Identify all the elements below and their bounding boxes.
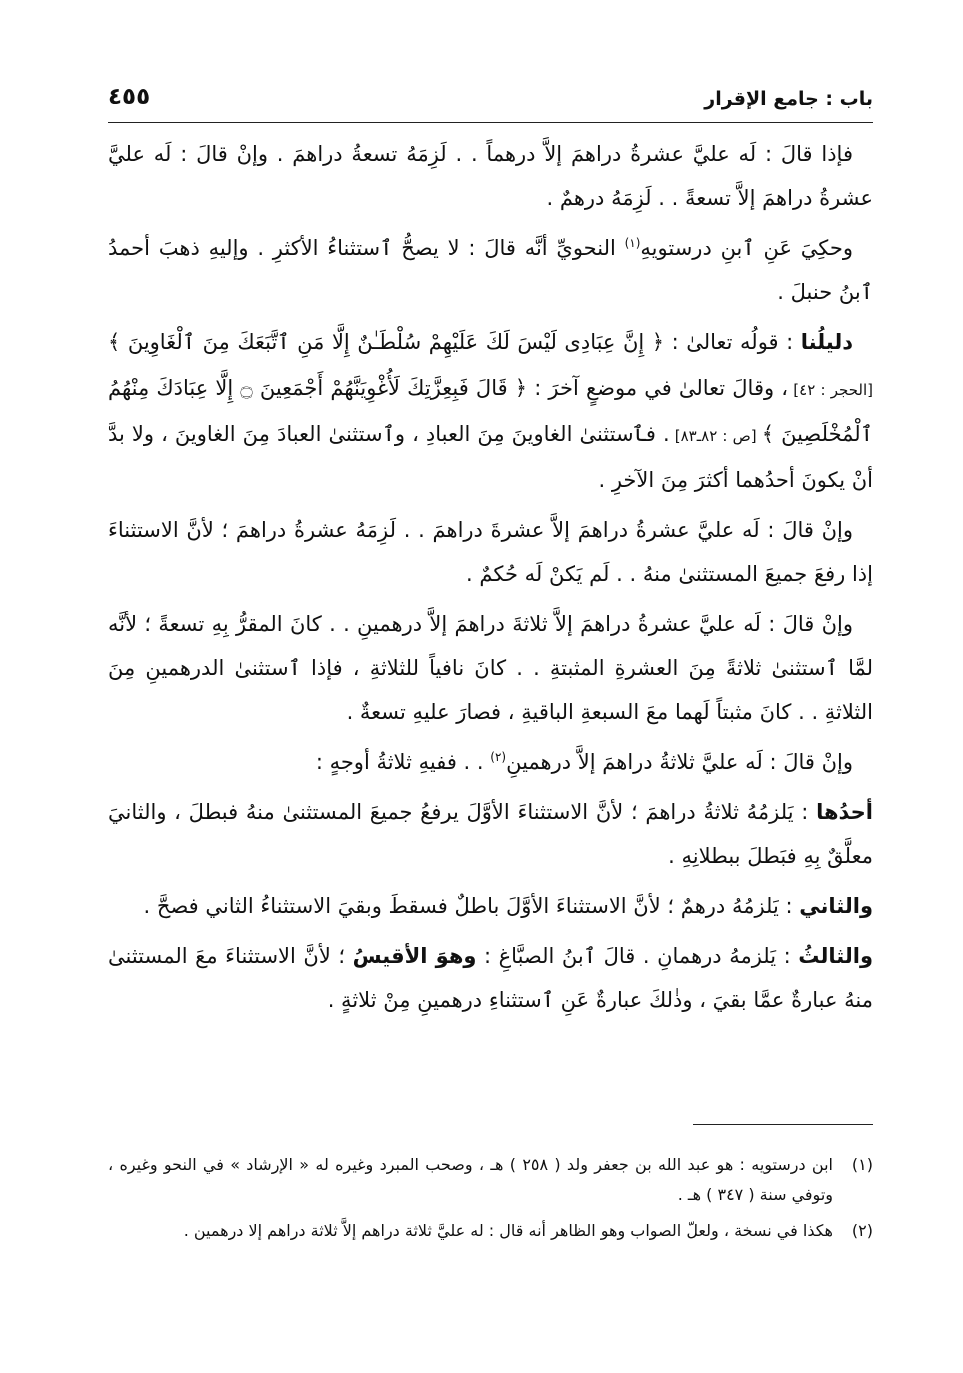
footnote-2 [108,1216,873,1246]
paragraph-5: وإنْ قالَ : لَه عليَّ عشرةُ دراهمَ إلاَّ ثلاثةَ دراهمَ إلاَّ درهمينِ . . كانَ المقرُّ بِهِ تسعةً ؛ لأنَّه لمَّا ٱستثنىٰ ثلاثةً مِنَ العشرةِ المثبتةِ . . كانَ نافياً للثلاثةِ ، فإذا ٱستثنىٰ الدرهمينِ مِنَ الثلاثةِ . . كانَ مثبتاً لَهما معَ السبعةِ الباقيةِ ، فصارَ عليهِ تسعةٌ . [108,612,873,724]
verse-ref-1: [الحجر : ٤٢] [788,381,874,399]
running-header [108,84,873,124]
footnote-ref-1[interactable]: (١) [624,236,641,250]
footnote-1 [108,1150,873,1210]
lead-word-thani: والثاني [799,894,873,918]
header-rule [108,122,873,123]
verse-ref-2: [ص : ٨٢ـ٨٣] [669,427,762,445]
bold-phrase-aqyas: وهوَ الأقيسُ [352,944,477,968]
footnote-number: (٢) [851,1221,873,1240]
paragraph-8: والثاني : يَلزمُهُ درهمٌ ؛ لأنَّ الاستثناءَ الأوَّلَ باطلٌ فسقطَ وبقيَ الاستثناءُ الثاني فصحَّ . [143,894,873,918]
paragraph-2: وحكِيَ عَنِ ٱبنِ درستويهِ$^{(١)}$ النحويِّ أنَّه قالَ : لا يصحُّ ٱستثناءُ الأكثرِ . وإليهِ ذهبَ أحمدُ ٱبنُ حنبلَ . [108,236,873,304]
lead-word-ahaduha: أحدُها [816,800,873,824]
lead-word-thalith: والثالثُ [798,944,874,968]
paragraph-1: فإذا قالَ : لَه عليَّ عشرةُ دراهمَ إلاَّ درهماً . . لَزِمَهُ تسعةُ دراهمَ . وإنْ قالَ : لَه عليَّ عشرةُ دراهمَ إلاَّ تسعةً . . لَزِمَهُ درهمٌ . [108,142,873,210]
footnote-text: هكذا في نسخة ، ولعلّ الصواب وهو الظاهر أنه قال : له عليَّ ثلاثة دراهم إلاَّ ثلاثة دراهم إلا درهمين . [183,1221,833,1240]
quran-verse-2: ﴿ قَالَ فَبِعِزَّتِكَ لَأُغْوِيَنَّهُمْ أَجْمَعِينَ ۝ إِلَّا عِبَادَكَ مِنْهُمُ ٱلْمُخْلَصِينَ ﴾ [108,376,873,446]
footnote-number: (١) [851,1155,873,1174]
footnotes [108,1150,873,1252]
footnote-rule [693,1124,873,1125]
paragraph-3: دليلُنا : قولُه تعالىٰ : ﴿ إِنَّ عِبَادِى لَيْسَ لَكَ عَلَيْهِمْ سُلْطَـٰنٌ إِلَّا مَنِ ٱتَّبَعَكَ مِنَ ٱلْغَاوِينَ ﴾ [الحجر : ٤٢] ، وقالَ تعالىٰ في موضعٍ آخرَ : ﴿ قَالَ فَبِعِزَّتِكَ لَأُغْوِيَنَّهُمْ أَجْمَعِينَ ۝ إِلَّا عِبَادَكَ مِنْهُمُ ٱلْمُخْلَصِينَ ﴾ [ص : ٨٢ـ٨٣] . فٱستثنىٰ الغاوينَ مِنَ العبادِ ، وٱستثنىٰ العبادَ مِنَ الغاوينَ ، ولا بدَّ أنْ يكونَ أحدُهما أكثرَ مِنَ الآخرِ . [108,330,874,492]
footnote-text: ابن درستويه : هو عبد الله بن جعفر ولد ( ٢٥٨ ) هـ ، وصحب المبرد وغيره له « الإرشاد » في النحو وغيره ، وتوفي سنة ( ٣٤٧ ) هـ . [108,1155,834,1204]
paragraph-7: أحدُها : يَلزمُهُ ثلاثةُ دراهمَ ؛ لأنَّ الاستثناءَ الأوَّلَ يرفعُ جميعَ المستثنىٰ منهُ فبطلَ ، والثانيَ معلَّقٌ بِهِ فبَطلَ ببطلانِهِ . [108,800,873,868]
page-number: ٤٥٥ [108,84,151,110]
footnote-ref-2[interactable]: (٢) [490,750,507,764]
chapter-title: باب : جامع الإقرار [704,88,873,110]
main-text [108,132,873,1028]
lead-word-dalil: دليلُنا [800,330,853,354]
paragraph-4: وإنْ قالَ : لَه عليَّ عشرةُ دراهمَ إلاَّ عشرةَ دراهمَ . . لَزِمَهُ عشرةُ دراهمَ ؛ لأنَّ الاستثناءَ إذا رفعَ جميعَ المستثنىٰ منهُ . . لَم يَكنْ لَه حُكمٌ . [108,518,873,586]
paragraph-9: والثالثُ : يَلزمهُ درهمانِ . قالَ ٱبنُ الصبَّاغِ : وهوَ الأقيسُ ؛ لأنَّ الاستثناءَ معَ المستثنىٰ منهُ عبارةٌ عمَّا بقيَ ، وذٰلكَ عبارةٌ عَنِ ٱستثناءِ درهمينِ مِنْ ثلاثةٍ . [108,944,874,1012]
quran-verse-1: ﴿ إِنَّ عِبَادِى لَيْسَ لَكَ عَلَيْهِمْ سُلْطَـٰنٌ إِلَّا مَنِ ٱتَّبَعَكَ مِنَ ٱلْغَاوِينَ ﴾ [108,330,665,354]
paragraph-6: وإنْ قالَ : لَه عليَّ ثلاثةُ دراهمَ إلاَّ درهمينِ$^{(٢)}$ . . ففيهِ ثلاثةُ أوجهٍ : [315,750,853,774]
